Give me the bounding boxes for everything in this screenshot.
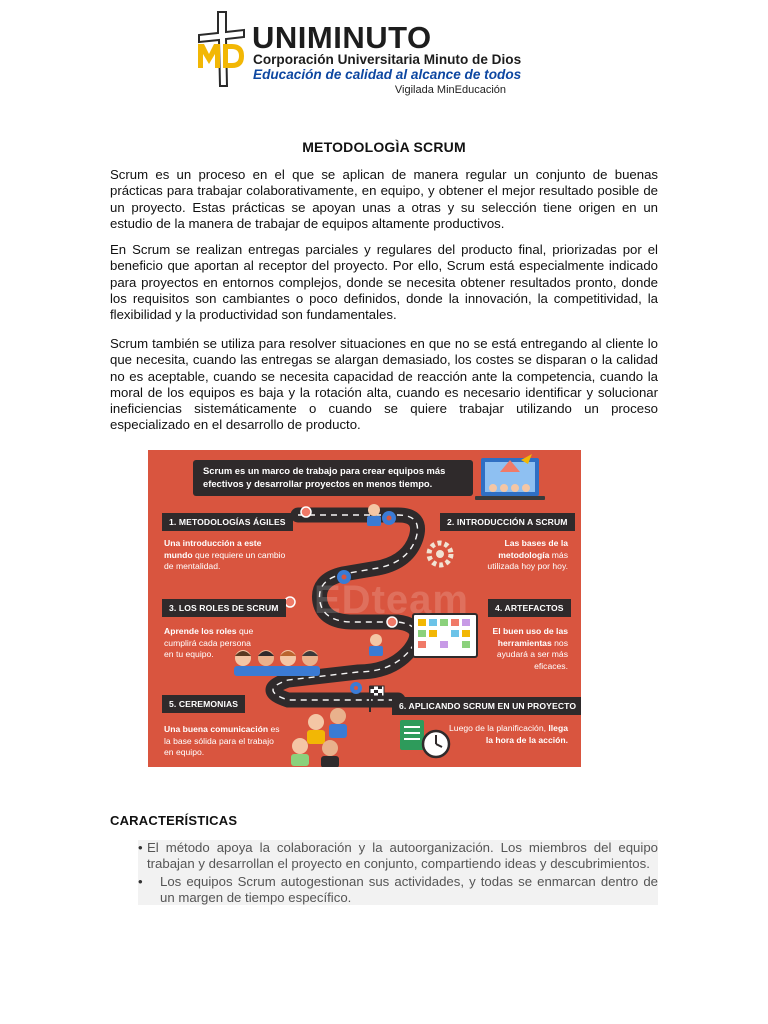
step-desc-rest: nos ayudará a ser más eficaces.	[496, 637, 568, 671]
logo-vigilada: Vigilada MinEducación	[394, 84, 506, 96]
paragraph: Scrum también se utiliza para resolver situaciones en que no se está entregando al cliente lo que necesita, cuando las entregas se alargan demasiado, los costes se disparan o la calidad no es aceptable, cuando se necesita capacidad de reacción ante la competencia, cuando la moral de los equipos es baja y la rotación alta, cuando es necesario identificar y solucionar ineficiencias sistemáticamente o cuando se quiere trabajar utilizando un proceso especializado en el desarrollo de producto.	[110, 336, 658, 433]
gear-icon	[350, 682, 362, 694]
step-label-4: 4. ARTEFACTOS	[488, 599, 571, 617]
gear-icon	[429, 543, 451, 565]
logo-slogan: Educación de calidad al alcance de todos	[253, 67, 522, 82]
uniminuto-logo	[196, 10, 522, 96]
step-label-5: 5. CEREMONIAS	[162, 695, 245, 713]
paragraph: Scrum es un proceso en el que se aplican de manera regular un conjunto de buenas prácticas para trabajar colaborativamente, en equipo, y obtener el mejor resultado posible de un proyecto. Estas prácticas se apoyan unas a otras y su selección tiene origen en un estudio de la manera de trabajar de equipos altamente productivos.	[110, 167, 658, 231]
step-desc-bold: Aprende los roles	[164, 626, 237, 636]
logo-name: UNIMINUTO	[252, 20, 432, 55]
meeting-people-icon	[291, 708, 347, 767]
step-desc-bold: Una introducción a este mundo	[164, 538, 262, 560]
map-pin-icon	[301, 507, 311, 517]
logo-corporation: Corporación Universitaria Minuto de Dios	[253, 52, 522, 67]
step-desc-rest: más utilizada hoy por hoy.	[487, 549, 568, 571]
bullet-icon: •	[138, 840, 143, 855]
paragraph: En Scrum se realizan entregas parciales y regulares del producto final, priorizadas por el beneficio que aportan al receptor del proyecto. Por ello, Scrum está especialmente indicado para proyectos en entornos complejos, donde se necesita obtener resultados pronto, donde los requisitos son cambiantes o poco definidos, donde la innovación, la competitividad, la flexibilidad y la productividad son fundamentales.	[110, 242, 658, 323]
person-laptop-icon	[369, 634, 383, 656]
step-desc-5	[164, 724, 282, 759]
laptop-team-icon	[475, 454, 545, 500]
step-desc-rest: que requiere un cambio de mentalidad.	[164, 549, 286, 571]
step-label-3: 3. LOS ROLES DE SCRUM	[162, 599, 286, 617]
infographic-intro	[193, 460, 473, 496]
step-desc-bold: Una buena comunicación	[164, 724, 269, 734]
step-desc-2	[468, 538, 568, 573]
step-desc-6	[448, 723, 568, 746]
list-item-text: El método apoya la colaboración y la autoorganización. Los miembros del equipo trabajan y desarrollan el proyecto en conjunto, compartiendo ideas y descubrimientos.	[147, 840, 658, 871]
step-desc-rest: que cumplirá cada persona en tu equipo.	[164, 626, 254, 659]
document-title: METODOLOGÌA SCRUM	[302, 139, 466, 155]
intro-bold: Scrum es un marco de trabajo para crear equipos más efectivos	[203, 465, 446, 489]
spreadsheet-clock-icon	[400, 720, 449, 757]
characteristics-list	[138, 840, 658, 905]
step-desc-4	[484, 626, 568, 672]
intro-rest: y desarrollar proyectos en menos tiempo.	[243, 478, 433, 489]
step-desc-1	[164, 538, 286, 573]
step-desc-bold: Las bases de la metodología	[498, 538, 568, 560]
list-item	[138, 840, 658, 871]
step-desc-rest: es la base sólida para el trabajo en equipo.	[164, 724, 280, 757]
map-pin-icon	[285, 597, 295, 607]
scrum-infographic	[148, 450, 581, 767]
step-desc-bold: llega la hora de la acción.	[485, 723, 568, 745]
step-desc-3	[164, 626, 254, 661]
step-label-2: 2. INTRODUCCIÓN A SCRUM	[440, 513, 575, 531]
list-item-text: Los equipos Scrum autogestionan sus actividades, y todas se enmarcan dentro de un margen de tiempo específico.	[160, 874, 658, 905]
step-desc-rest: Luego de la planificación,	[449, 723, 549, 733]
step-label-6: 6. APLICANDO SCRUM EN UN PROYECTO	[392, 697, 581, 715]
md-cross-logo-icon	[196, 10, 250, 88]
section-heading: CARACTERÍSTICAS	[110, 813, 238, 828]
watermark: EDteam	[314, 578, 469, 622]
step-label-1: 1. METODOLOGÍAS ÁGILES	[162, 513, 293, 531]
list-item	[138, 874, 658, 905]
step-desc-bold: El buen uso de las herramientas	[492, 626, 568, 648]
gear-icon	[382, 511, 396, 525]
bullet-icon: •	[138, 874, 143, 890]
